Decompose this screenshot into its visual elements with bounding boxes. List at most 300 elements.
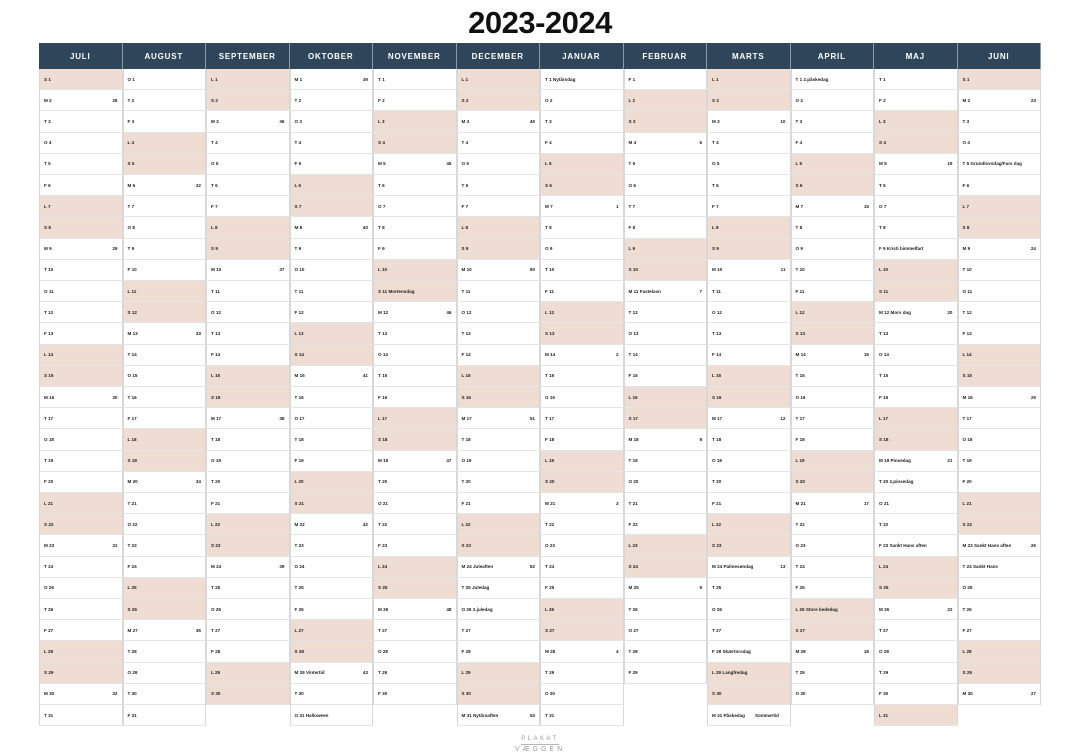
- day-label: S 5: [127, 161, 135, 167]
- day-cell: [206, 578, 290, 599]
- week-number: 7: [699, 288, 702, 294]
- day-label: T 27: [461, 627, 471, 633]
- day-cell: [624, 111, 708, 132]
- day-cell: [958, 217, 1042, 238]
- day-cell: [123, 366, 207, 387]
- day-label: F 26: [294, 606, 304, 612]
- day-cell: [39, 451, 123, 472]
- day-cell: [624, 133, 708, 154]
- day-label: F 10: [127, 267, 137, 273]
- day-label: T 26: [44, 606, 54, 612]
- day-cell: [540, 133, 624, 154]
- day-label: T 10: [795, 267, 805, 273]
- day-label: T 30: [127, 691, 137, 697]
- day-label: O 31 Halloween: [294, 712, 329, 718]
- day-cell: [707, 514, 791, 535]
- day-label: M 28: [795, 648, 806, 654]
- day-label: L 12: [545, 309, 555, 315]
- day-label: M 10: [211, 267, 222, 273]
- day-label: L 23: [628, 542, 638, 548]
- day-cell: [373, 387, 457, 408]
- day-label: M 29 Vintertid: [294, 670, 325, 676]
- day-label: T 2: [127, 97, 135, 103]
- day-label: S 13: [545, 330, 555, 336]
- day-cell: [791, 69, 875, 90]
- day-label: F 11: [795, 288, 805, 294]
- week-number: 27: [1030, 691, 1036, 697]
- day-label: T 18: [294, 436, 304, 442]
- day-cell: [39, 493, 123, 514]
- day-label: O 2: [545, 97, 553, 103]
- week-number: 31: [112, 542, 118, 548]
- day-cell: [206, 493, 290, 514]
- day-label: M 7: [545, 203, 553, 209]
- day-label: M 2: [44, 97, 52, 103]
- day-label: M 31 Nytårsaften: [461, 712, 499, 718]
- day-label: M 13: [127, 330, 138, 336]
- day-label: F 17: [127, 415, 137, 421]
- day-cell: [958, 451, 1042, 472]
- day-label: T 15: [879, 373, 889, 379]
- day-cell: [791, 684, 875, 705]
- day-label: T 20: [378, 479, 388, 485]
- day-cell: [791, 429, 875, 450]
- day-label: F 14: [461, 352, 471, 358]
- day-label: S 9: [211, 246, 218, 252]
- day-cell: [874, 514, 958, 535]
- day-cell: [958, 684, 1042, 705]
- day-cell: [206, 302, 290, 323]
- day-cell: [791, 260, 875, 281]
- day-cell: [123, 705, 207, 726]
- month-column-december: [457, 43, 541, 726]
- day-label: T 18: [712, 436, 722, 442]
- week-number: 25: [1030, 394, 1036, 400]
- week-number: 49: [529, 118, 535, 124]
- day-label: L 7: [44, 203, 51, 209]
- month-column-juli: [39, 43, 123, 726]
- day-label: T 27: [378, 627, 388, 633]
- day-cell: [457, 557, 541, 578]
- day-cell: [290, 260, 374, 281]
- day-label: O 11: [44, 288, 54, 294]
- day-cell: [540, 705, 624, 726]
- day-label: L 15: [712, 373, 722, 379]
- week-number: 39: [362, 76, 368, 82]
- day-label: T 4: [712, 140, 719, 146]
- day-cell: [457, 663, 541, 684]
- week-number: 26: [1030, 542, 1036, 548]
- day-cell: [373, 641, 457, 662]
- day-cell: [206, 260, 290, 281]
- day-label: M 17: [712, 415, 723, 421]
- day-cell: [874, 599, 958, 620]
- day-cell: [624, 599, 708, 620]
- day-cell: [206, 133, 290, 154]
- day-cell: [791, 535, 875, 556]
- day-cell: [540, 684, 624, 705]
- day-cell: [373, 90, 457, 111]
- day-cell: [707, 493, 791, 514]
- day-cell: [123, 408, 207, 429]
- day-cell: [874, 323, 958, 344]
- day-cell: [791, 175, 875, 196]
- day-label: T 8: [378, 224, 385, 230]
- week-number: 11: [780, 267, 786, 273]
- day-label: T 15: [795, 373, 805, 379]
- day-label: T 16: [294, 394, 304, 400]
- day-cell: [290, 557, 374, 578]
- day-label: M 7: [795, 203, 804, 209]
- day-label: M 23: [44, 542, 55, 548]
- day-cell: [123, 239, 207, 260]
- day-label: L 31: [879, 712, 889, 718]
- day-label: L 8: [211, 224, 218, 230]
- day-cell: [540, 90, 624, 111]
- month-column-november: [373, 43, 457, 705]
- day-label: M 22: [294, 521, 305, 527]
- day-label: S 3: [628, 118, 636, 124]
- day-label: T 13: [378, 330, 388, 336]
- day-label: O 2: [795, 97, 803, 103]
- day-label: F 7: [211, 203, 218, 209]
- day-label: T 19: [628, 458, 638, 464]
- day-cell: [874, 535, 958, 556]
- day-label: M 31 Påskedag: [712, 712, 745, 718]
- day-cell: [206, 90, 290, 111]
- year-calendar-grid: [39, 43, 1041, 721]
- day-label: T 4: [211, 140, 218, 146]
- day-cell: [123, 535, 207, 556]
- day-label: F 21: [211, 500, 221, 506]
- day-label: L 9: [628, 246, 636, 252]
- day-cell: [958, 239, 1042, 260]
- day-label: S 27: [795, 627, 805, 633]
- day-cell: [373, 599, 457, 620]
- week-number: 41: [362, 373, 368, 379]
- day-cell: [958, 175, 1042, 196]
- day-cell: [373, 366, 457, 387]
- day-cell: [540, 641, 624, 662]
- day-label: T 17: [962, 415, 972, 421]
- day-label: F 16: [378, 394, 388, 400]
- day-label: M 16: [962, 394, 973, 400]
- day-label: M 9: [962, 246, 971, 252]
- day-cell: [707, 345, 791, 366]
- day-label: M 14: [795, 352, 806, 358]
- day-cell: [290, 281, 374, 302]
- day-cell: [958, 260, 1042, 281]
- day-label: O 5: [712, 161, 720, 167]
- day-label: F 25: [795, 585, 805, 591]
- month-header: OKTOBER: [290, 43, 374, 69]
- day-cell: [624, 387, 708, 408]
- month-header: JUNI: [958, 43, 1042, 69]
- week-number: Sommertid: [754, 712, 779, 718]
- day-cell: [373, 196, 457, 217]
- day-label: L 12: [795, 309, 805, 315]
- day-label: T 21: [628, 500, 638, 506]
- day-label: S 8: [962, 224, 970, 230]
- day-label: M 26: [378, 606, 389, 612]
- day-cell: [707, 620, 791, 641]
- day-label: L 14: [962, 352, 972, 358]
- day-label: O 11: [962, 288, 973, 294]
- day-label: T 11: [211, 288, 220, 294]
- day-cell: [707, 366, 791, 387]
- day-label: O 26: [712, 606, 722, 612]
- day-label: F 29: [628, 670, 638, 676]
- day-label: O 10: [294, 267, 305, 273]
- day-cell: [457, 705, 541, 726]
- week-number: 52: [529, 564, 535, 570]
- day-label: T 9: [127, 246, 135, 252]
- day-cell: [123, 578, 207, 599]
- week-number: 24: [1030, 246, 1036, 252]
- day-cell: [540, 302, 624, 323]
- day-cell: [707, 217, 791, 238]
- day-cell: [206, 345, 290, 366]
- day-label: O 7: [378, 203, 386, 209]
- day-label: F 18: [795, 436, 805, 442]
- day-cell: [958, 641, 1042, 662]
- day-cell: [290, 705, 374, 726]
- day-label: S 28: [294, 648, 304, 654]
- day-cell: [290, 408, 374, 429]
- day-label: T 11: [294, 288, 304, 294]
- day-label: M 19: [378, 458, 389, 464]
- day-cell: [958, 323, 1042, 344]
- day-cell: [540, 175, 624, 196]
- day-label: L 29: [461, 670, 471, 676]
- day-label: T 4: [294, 140, 302, 146]
- day-cell: [874, 578, 958, 599]
- day-label: T 17: [545, 415, 555, 421]
- day-label: S 8: [44, 224, 51, 230]
- week-number: 10: [780, 118, 786, 124]
- day-label: L 1: [461, 76, 469, 82]
- day-cell: [707, 154, 791, 175]
- day-cell: [540, 514, 624, 535]
- day-cell: [290, 514, 374, 535]
- day-cell: [373, 663, 457, 684]
- day-label: F 14: [211, 352, 221, 358]
- day-label: F 16: [879, 394, 889, 400]
- day-cell: [457, 217, 541, 238]
- day-cell: [457, 239, 541, 260]
- day-label: T 1 2.påskedag: [795, 76, 829, 82]
- day-cell: [791, 387, 875, 408]
- day-label: T 6: [879, 182, 886, 188]
- day-cell: [373, 408, 457, 429]
- day-label: L 17: [879, 415, 889, 421]
- day-cell: [206, 684, 290, 705]
- day-label: O 27: [628, 627, 639, 633]
- day-label: F 23: [378, 542, 388, 548]
- day-label: O 21: [378, 500, 388, 506]
- day-cell: [457, 90, 541, 111]
- day-label: T 1: [378, 76, 385, 82]
- day-cell: [874, 705, 958, 726]
- week-number: 2: [615, 352, 619, 358]
- day-cell: [457, 323, 541, 344]
- day-label: S 26: [127, 606, 137, 612]
- day-label: O 16: [795, 394, 806, 400]
- day-label: M 10: [712, 267, 723, 273]
- day-cell: [958, 578, 1042, 599]
- day-label: F 4: [795, 140, 803, 146]
- day-cell: [373, 535, 457, 556]
- day-cell: [373, 302, 457, 323]
- day-cell: [123, 641, 207, 662]
- day-label: T 18: [461, 436, 471, 442]
- day-label: T 18: [211, 436, 221, 442]
- day-label: S 16: [461, 394, 471, 400]
- day-cell: [373, 620, 457, 641]
- day-label: M 4: [628, 140, 637, 146]
- day-label: T 11: [461, 288, 471, 294]
- day-label: F 24: [127, 564, 137, 570]
- day-cell: [624, 154, 708, 175]
- month-header: NOVEMBER: [373, 43, 457, 69]
- day-cell: [791, 641, 875, 662]
- day-label: T 24: [44, 564, 54, 570]
- day-cell: [874, 366, 958, 387]
- day-label: L 5: [795, 161, 803, 167]
- day-cell: [540, 281, 624, 302]
- day-cell: [707, 472, 791, 493]
- day-cell: [457, 472, 541, 493]
- day-label: T 23: [127, 542, 137, 548]
- day-cell: [373, 578, 457, 599]
- day-cell: [123, 684, 207, 705]
- day-cell: [624, 514, 708, 535]
- day-label: T 5: [44, 161, 51, 167]
- day-label: T 25 Juledag: [461, 585, 490, 591]
- day-label: S 24: [628, 564, 638, 570]
- day-cell: [373, 281, 457, 302]
- day-label: T 13: [712, 330, 722, 336]
- logo-line-1: PLAKAT: [521, 735, 559, 745]
- day-cell: [39, 408, 123, 429]
- day-label: T 24: [795, 564, 805, 570]
- day-label: T 10: [962, 267, 972, 273]
- day-label: M 12: [378, 309, 389, 315]
- day-cell: [206, 196, 290, 217]
- day-label: S 15: [44, 373, 54, 379]
- day-cell: [707, 429, 791, 450]
- day-label: S 22: [962, 521, 972, 527]
- day-label: S 20: [545, 479, 555, 485]
- day-label: M 24: [211, 564, 222, 570]
- day-cell: [123, 493, 207, 514]
- day-label: T 29: [378, 670, 388, 676]
- day-cell: [707, 578, 791, 599]
- day-label: O 19: [461, 458, 472, 464]
- month-header: AUGUST: [123, 43, 207, 69]
- day-cell: [39, 620, 123, 641]
- day-label: L 19: [545, 458, 555, 464]
- day-cell: [540, 620, 624, 641]
- day-cell: [958, 90, 1042, 111]
- day-cell: [39, 323, 123, 344]
- day-cell: [290, 620, 374, 641]
- day-label: S 9: [461, 246, 469, 252]
- day-cell: [958, 514, 1042, 535]
- week-number: 3: [615, 500, 619, 506]
- week-number: 29: [112, 246, 118, 252]
- day-cell: [290, 69, 374, 90]
- day-label: O 30: [795, 691, 806, 697]
- day-cell: [958, 535, 1042, 556]
- day-cell: [874, 387, 958, 408]
- day-cell: [39, 684, 123, 705]
- day-label: T 24 Sankt Hans: [962, 564, 998, 570]
- day-label: L 25: [127, 585, 137, 591]
- day-cell: [457, 493, 541, 514]
- day-label: T 1 Nytårsdag: [545, 76, 576, 82]
- month-header: MAJ: [874, 43, 958, 69]
- day-cell: [373, 557, 457, 578]
- day-label: S 29: [962, 670, 972, 676]
- day-cell: [707, 260, 791, 281]
- day-label: F 20: [44, 479, 54, 485]
- day-cell: [958, 69, 1042, 90]
- day-cell: [707, 684, 791, 705]
- day-cell: [457, 302, 541, 323]
- day-cell: [707, 323, 791, 344]
- day-label: T 3: [545, 118, 552, 124]
- day-label: S 23: [461, 542, 471, 548]
- day-label: L 19: [795, 458, 805, 464]
- day-label: S 22: [44, 521, 54, 527]
- day-label: S 6: [795, 182, 803, 188]
- day-label: T 1: [879, 76, 886, 82]
- day-label: F 9 Kristi himmelfart: [879, 246, 924, 252]
- day-cell: [39, 217, 123, 238]
- day-cell: [874, 302, 958, 323]
- day-label: T 15: [545, 373, 555, 379]
- day-label: O 14: [378, 352, 388, 358]
- week-number: 32: [195, 182, 201, 188]
- day-label: T 22: [378, 521, 388, 527]
- day-cell: [540, 535, 624, 556]
- day-label: S 20: [795, 479, 805, 485]
- day-label: L 5: [545, 161, 552, 167]
- day-cell: [874, 260, 958, 281]
- day-label: L 10: [879, 267, 889, 273]
- day-label: T 21: [127, 500, 137, 506]
- day-cell: [707, 111, 791, 132]
- day-cell: [791, 90, 875, 111]
- day-cell: [457, 133, 541, 154]
- day-label: S 6: [545, 182, 552, 188]
- day-cell: [958, 408, 1042, 429]
- day-cell: [123, 620, 207, 641]
- day-label: S 30: [712, 691, 722, 697]
- day-cell: [290, 175, 374, 196]
- day-label: L 8: [712, 224, 719, 230]
- day-label: O 17: [294, 415, 305, 421]
- day-cell: [457, 408, 541, 429]
- day-cell: [39, 387, 123, 408]
- day-cell: [791, 196, 875, 217]
- day-label: O 18: [962, 436, 973, 442]
- day-label: T 8: [545, 224, 552, 230]
- day-label: O 15: [127, 373, 138, 379]
- day-cell: [290, 578, 374, 599]
- day-label: F 18: [545, 436, 555, 442]
